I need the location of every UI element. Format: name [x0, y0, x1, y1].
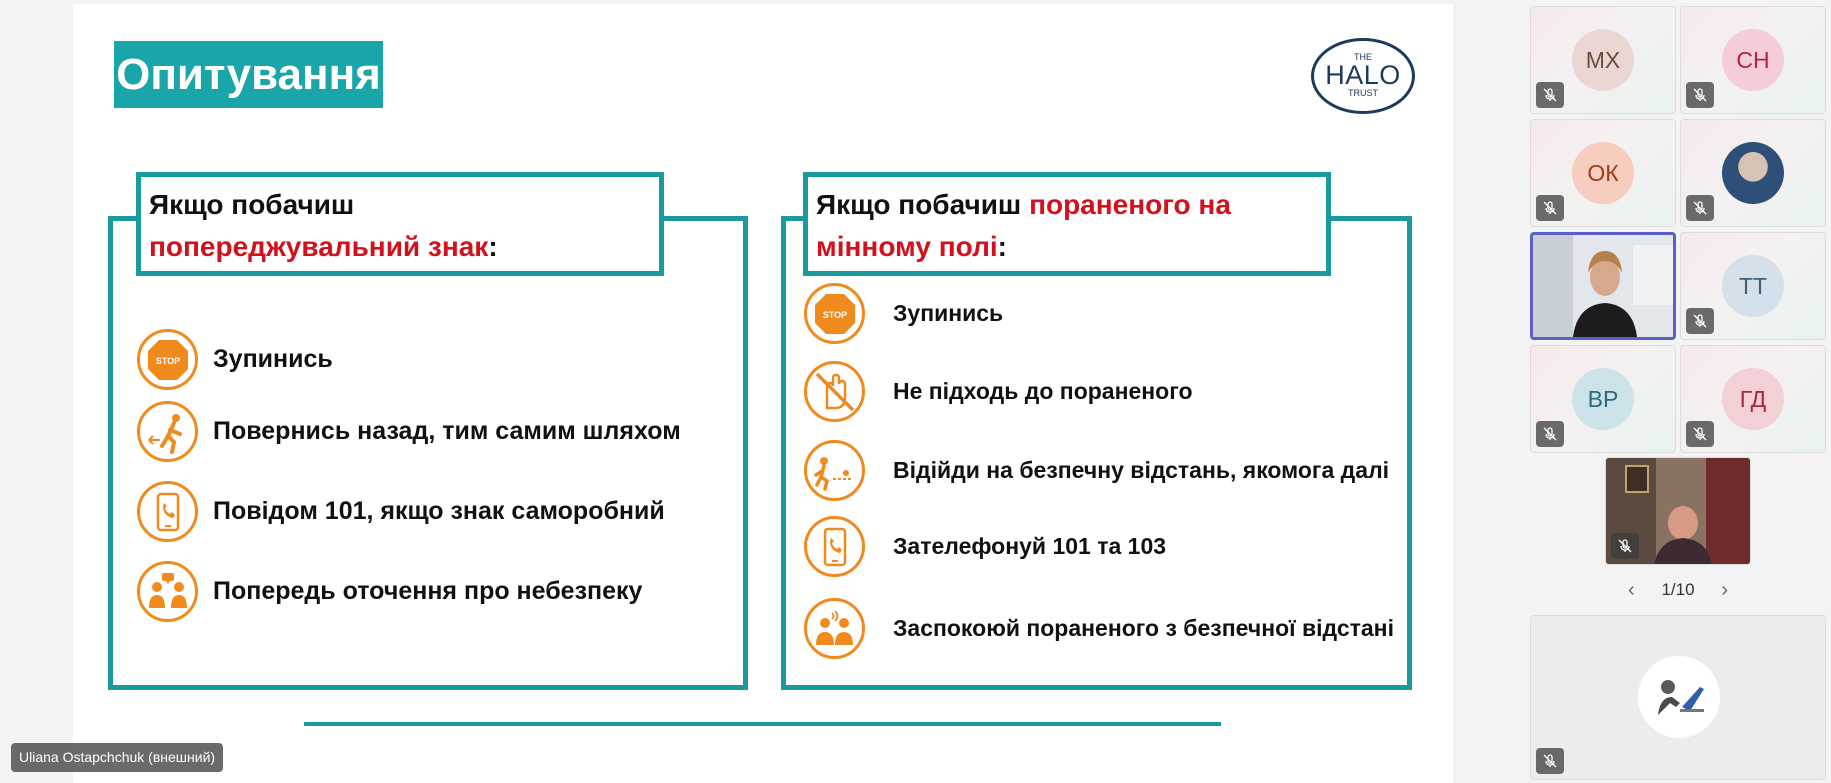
warn-people-icon — [137, 561, 198, 622]
video-feed — [1533, 235, 1673, 337]
logo-line3: TRUST — [1348, 88, 1378, 98]
svg-text:STOP: STOP — [155, 355, 180, 366]
right-heading-black: Якщо побачиш — [816, 189, 1030, 220]
left-item-label: Зупинись — [213, 345, 333, 373]
avatar: ГД — [1722, 368, 1784, 430]
left-panel-heading — [136, 172, 664, 276]
slide-bottom-line — [304, 722, 1221, 726]
right-item-label: Заспокоюй пораненого з безпечної відстані — [893, 615, 1394, 641]
slide-title: Опитування — [114, 41, 383, 108]
avatar-photo — [1722, 142, 1784, 204]
logo-line2: HALO — [1325, 60, 1401, 90]
right-item-label: Зателефонуй 101 та 103 — [893, 533, 1167, 559]
svg-text:STOP: STOP — [822, 309, 847, 320]
shared-slide — [73, 4, 1453, 783]
no-approach-icon — [804, 361, 865, 422]
self-avatar — [1638, 656, 1720, 738]
left-item-label: Попередь оточення про небезпеку — [213, 577, 643, 605]
mic-muted-icon — [1686, 308, 1714, 334]
mic-muted-icon — [1536, 421, 1564, 447]
self-view-tile[interactable] — [1530, 615, 1826, 780]
right-item-stop — [804, 283, 1003, 344]
left-item-warn — [137, 561, 642, 622]
avatar: ВР — [1572, 368, 1634, 430]
avatar: СН — [1722, 29, 1784, 91]
logo-line1: THE — [1354, 52, 1372, 62]
right-heading-red: пораненого на мінному полі — [816, 189, 1231, 262]
right-item-no-approach — [804, 361, 1193, 422]
right-item-label: Зупинись — [893, 300, 1004, 326]
right-item-label: Не підходь до пораненого — [893, 378, 1193, 404]
participant-tile[interactable] — [1530, 119, 1676, 227]
right-item-phone — [804, 516, 1166, 577]
mic-muted-icon — [1686, 195, 1714, 221]
participant-tile[interactable] — [1530, 6, 1676, 114]
previous-page-arrow-icon[interactable]: ‹ — [1628, 578, 1635, 601]
avatar: МХ — [1572, 29, 1634, 91]
next-page-arrow-icon[interactable]: › — [1721, 578, 1728, 601]
left-item-label: Повернись назад, тим самим шляхом — [213, 417, 681, 445]
phone-icon — [137, 481, 198, 542]
move-away-icon — [804, 440, 865, 501]
mic-muted-icon — [1611, 533, 1639, 559]
walk-back-icon — [137, 401, 198, 462]
right-item-move-away — [804, 440, 1389, 501]
participant-tile[interactable] — [1680, 6, 1826, 114]
mic-muted-icon — [1686, 82, 1714, 108]
left-item-stop — [137, 329, 333, 390]
calm-talk-icon — [804, 598, 865, 659]
participant-tile[interactable] — [1680, 345, 1826, 453]
avatar: ОК — [1572, 142, 1634, 204]
participant-tile[interactable] — [1680, 232, 1826, 340]
stop-sign-icon — [137, 329, 198, 390]
mic-muted-icon — [1536, 195, 1564, 221]
participant-video-tile[interactable] — [1605, 457, 1751, 565]
participant-tile[interactable] — [1680, 119, 1826, 227]
avatar: ТТ — [1722, 255, 1784, 317]
left-heading-black: Якщо побачиш — [149, 189, 355, 220]
mic-muted-icon — [1536, 748, 1564, 774]
left-item-phone — [137, 481, 665, 542]
halo-trust-logo — [1311, 38, 1415, 114]
right-item-calm — [804, 598, 1394, 659]
right-item-label: Відійди на безпечну відстань, якомога далі — [893, 457, 1390, 483]
left-item-walk-back — [137, 401, 681, 462]
presenter-name-tag: Uliana Ostapchchuk (внешний) — [11, 743, 223, 772]
left-item-label: Повідом 101, якщо знак саморобний — [213, 497, 665, 525]
left-heading-red: попереджувальний знак — [149, 231, 489, 262]
pager-text: 1/10 — [1661, 580, 1695, 599]
right-heading-tail: : — [997, 231, 1007, 262]
mic-muted-icon — [1536, 82, 1564, 108]
left-heading-tail: : — [488, 231, 498, 262]
participant-tile[interactable] — [1530, 345, 1676, 453]
participant-video-tile-active[interactable] — [1530, 232, 1676, 340]
stop-sign-icon — [804, 283, 865, 344]
participant-pager — [1628, 578, 1728, 602]
mic-muted-icon — [1686, 421, 1714, 447]
right-panel-heading — [803, 172, 1331, 276]
phone-icon — [804, 516, 865, 577]
